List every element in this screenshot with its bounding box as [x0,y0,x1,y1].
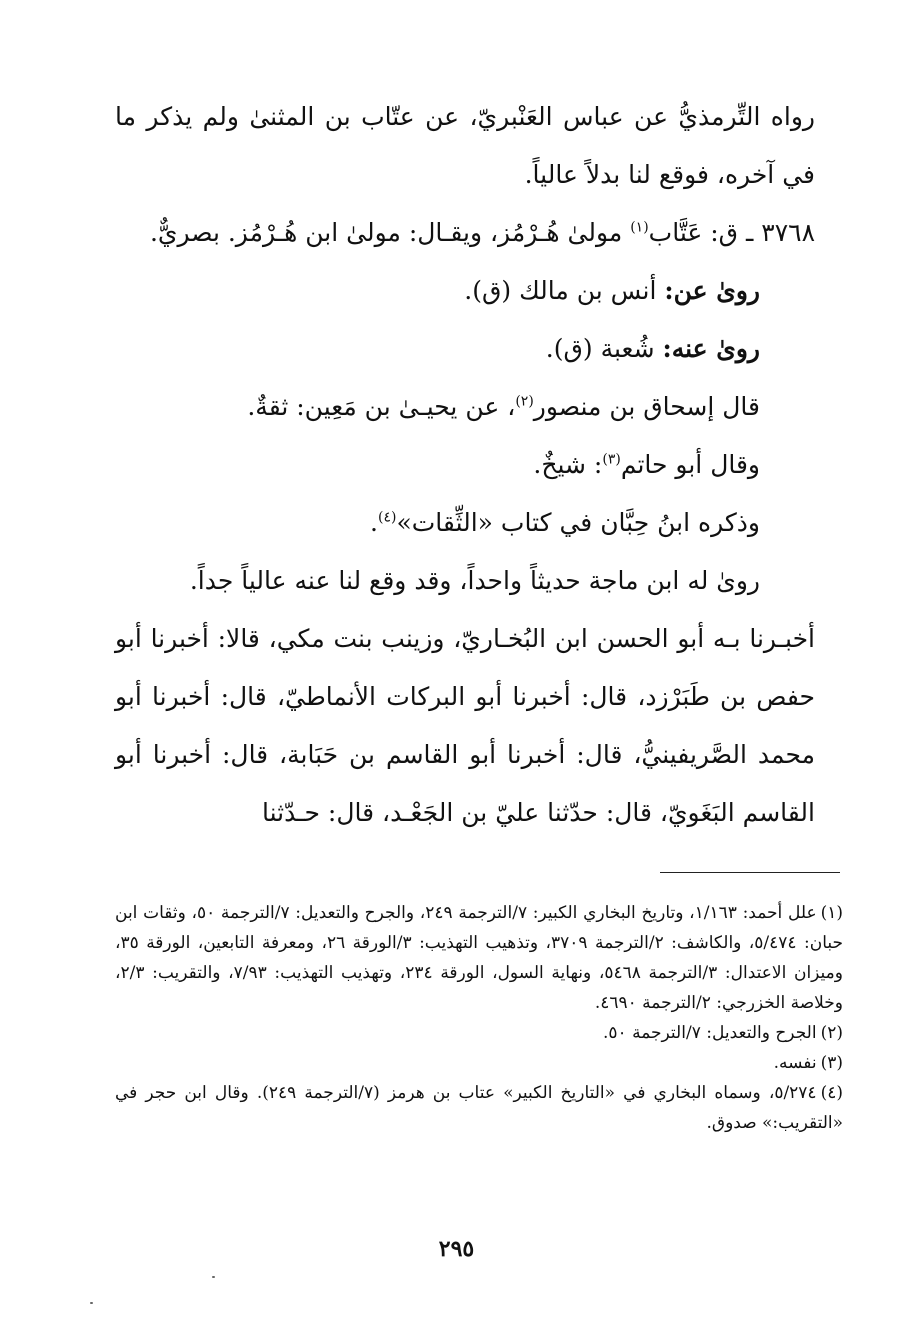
footnote-ref-1[interactable]: (١) [630,219,649,236]
paragraph-tirmidhi-narration: رواه التِّرمذيُّ عن عباس العَنْبريّ، عن عتّاب بن المثنىٰ ولم يذكر ما في آخره، فوقع لنا بدلاً عالياً. [115,102,815,189]
footnote-ref-4[interactable]: (٤) [378,509,397,526]
ishaq-statement-a: قال إسحاق بن منصور [533,392,760,421]
ishaq-statement [115,378,760,436]
footnote-text: ٥/٢٧٤، وسماه البخاري في «التاريخ الكبير» عتاب بن هرمز (٧/الترجمة ٢٤٩). وقال ابن حجر في «التقريب:» صدوق. [115,1083,843,1133]
ishaq-statement-b: ، عن يحيـىٰ بن مَعِين: ثقةٌ. [247,392,516,421]
footnote-number: (٤) [820,1083,843,1103]
narrator-details [115,262,815,610]
entry-name: ٣٧٦٨ ـ ق: عَتَّاب [648,218,815,247]
footnote-ref-3[interactable]: (٣) [602,451,621,468]
narrated-by-text: شُعبة (ق). [545,334,663,363]
footnote-text: نفسه. [773,1053,817,1073]
ibn-majah-statement: روىٰ له ابن ماجة حديثاً واحداً، وقد وقع لنا عنه عالياً جداً. [189,566,760,595]
ibn-hibban-statement-b: . [370,508,378,537]
footnote-4 [115,1078,843,1138]
narrated-by-line [115,320,760,378]
footnote-number: (١) [820,903,844,923]
page-number: ٢٩٥ [438,1236,475,1262]
footnote-2 [115,1018,843,1048]
abu-hatim-statement-b: : شيخٌ. [533,450,603,479]
abu-hatim-statement-a: وقال أبو حاتم [620,450,760,479]
entry-description: مولىٰ هُـرْمُز، ويقـال: مولىٰ ابن هُـرْمُز. بصريٌّ. [149,218,631,247]
main-text [115,88,815,842]
narrated-from-line [115,262,760,320]
footnote-text: علل أحمد: ١/١٦٣، وتاريخ البخاري الكبير: ٧/الترجمة ٢٤٩، والجرح والتعديل: ٧/الترجمة ٥٠، وثقات ابن حبان: ٥/٤٧٤، والكاشف: ٢/الترجمة ٣٧٠٩، وتذهيب التهذيب: ٣/الورقة ٢٦، ومعرفة التابعين، الورقة ٣٥، وميزان الاعتدال: ٣/الترجمة ٥٤٦٨، ونهاية السول، الورقة ٢٣٤، وتهذيب التهذيب: ٧/٩٣، والتقريب: ٢/٣، وخلاصة الخزرجي: ٢/الترجمة ٤٦٩٠. [115,903,844,1013]
scan-speck [90,1302,93,1304]
footnote-3 [115,1048,843,1078]
footnote-divider [660,872,840,873]
chain-of-narration: أخبـرنا بـه أبو الحسن ابن البُخـاريّ، وزينب بنت مكي، قالا: أخبرنا أبو حفص بن طَبَرْزد، قال: أخبرنا أبو البركات الأنماطيّ، قال: أخبرنا أبو محمد الصَّريفينيُّ، قال: أخبرنا أبو القاسم بن حَبَابة، قال: أخبرنا أبو القاسم البَغَويّ، قال: حدّثنا عليّ بن الجَعْـد، قال: حـدّثنا [115,624,815,827]
footnote-number: (٣) [820,1053,843,1073]
ibn-hibban-statement-a: وذكره ابنُ حِبَّان في كتاب «الثِّقات» [396,508,760,537]
ibn-hibban-statement [115,494,760,552]
entry-heading [115,204,815,262]
footnote-ref-2[interactable]: (٢) [515,393,534,410]
narrated-by-label: روىٰ عنه: [662,334,760,363]
narrated-from-label: روىٰ عن: [664,276,760,305]
footnotes [115,898,843,1138]
footnote-number: (٢) [820,1023,843,1043]
narrated-from-text: أنس بن مالك (ق). [464,276,665,305]
footnote-1 [115,898,843,1018]
abu-hatim-statement [115,436,760,494]
footnote-text: الجرح والتعديل: ٧/الترجمة ٥٠. [603,1023,817,1043]
scan-speck [212,1276,215,1278]
